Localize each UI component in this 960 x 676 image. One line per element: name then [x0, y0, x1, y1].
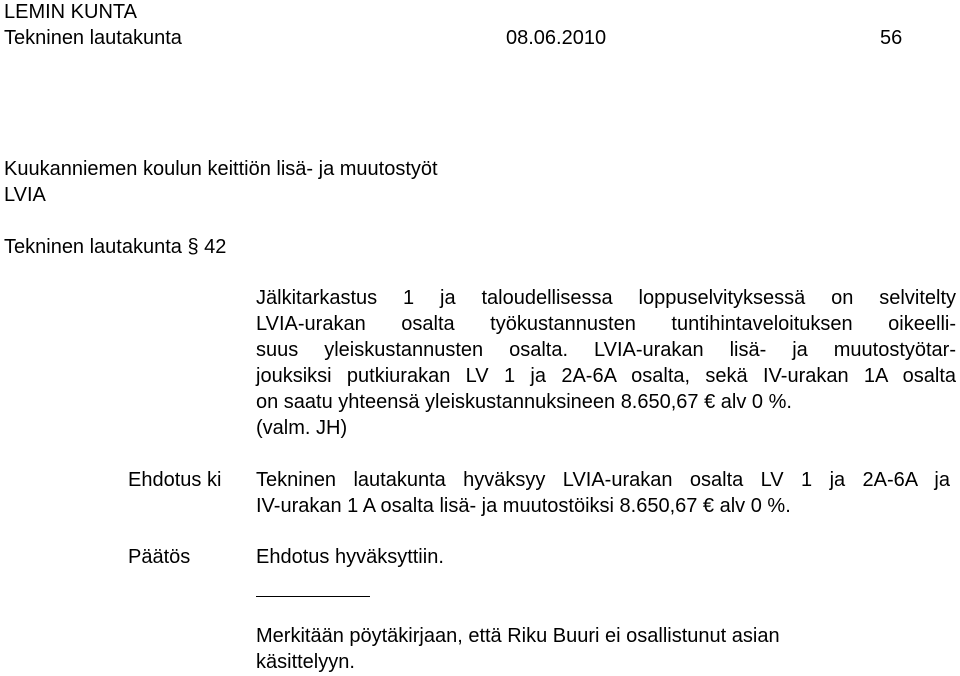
decision-label: Päätös: [128, 546, 191, 568]
minutes-note-line: käsittelyyn.: [256, 651, 355, 673]
minutes-note-line: Merkitään pöytäkirjaan, että Riku Buuri ei osallistunut asian: [256, 625, 780, 647]
meeting-date: 08.06.2010: [506, 27, 607, 49]
case-description-line: LVIA-urakan osalta työkustannusten tuntihintaveloituksen oikeelli-: [256, 313, 956, 335]
case-description-line: suus yleiskustannusten osalta. LVIA-urakan lisä- ja muutostyötar-: [256, 339, 956, 361]
subject-title-line-1: Kuukanniemen koulun keittiön lisä- ja muutostyöt: [4, 158, 438, 180]
committee-name: Tekninen lautakunta: [4, 27, 182, 49]
proposal-line: Tekninen lautakunta hyväksyy LVIA-urakan osalta LV 1 ja 2A-6A ja: [256, 469, 950, 491]
proposal-text: [256, 467, 950, 519]
page-number: 56: [880, 27, 903, 49]
case-description-line: jouksiksi putkiurakan LV 1 ja 2A-6A osalta, sekä IV-urakan 1A osalta: [256, 365, 956, 387]
section-divider: [256, 596, 370, 597]
proposal-line: IV-urakan 1 A osalta lisä- ja muutostöiksi 8.650,67 € alv 0 %.: [256, 495, 791, 517]
minutes-note: [256, 623, 956, 675]
organization-name: LEMIN KUNTA: [4, 1, 137, 23]
case-description-line: on saatu yhteensä yleiskustannuksineen 8.650,67 € alv 0 %.: [256, 391, 792, 413]
case-description: [256, 285, 956, 441]
subject-title-line-2: LVIA: [4, 184, 46, 206]
case-description-line: Jälkitarkastus 1 ja taloudellisessa loppuselvityksessä on selvitelty: [256, 287, 956, 309]
decision-text: Ehdotus hyväksyttiin.: [256, 546, 444, 568]
committee-section-reference: Tekninen lautakunta § 42: [4, 236, 227, 258]
proposal-label: Ehdotus ki: [128, 469, 222, 491]
preparer-note: (valm. JH): [256, 417, 348, 439]
